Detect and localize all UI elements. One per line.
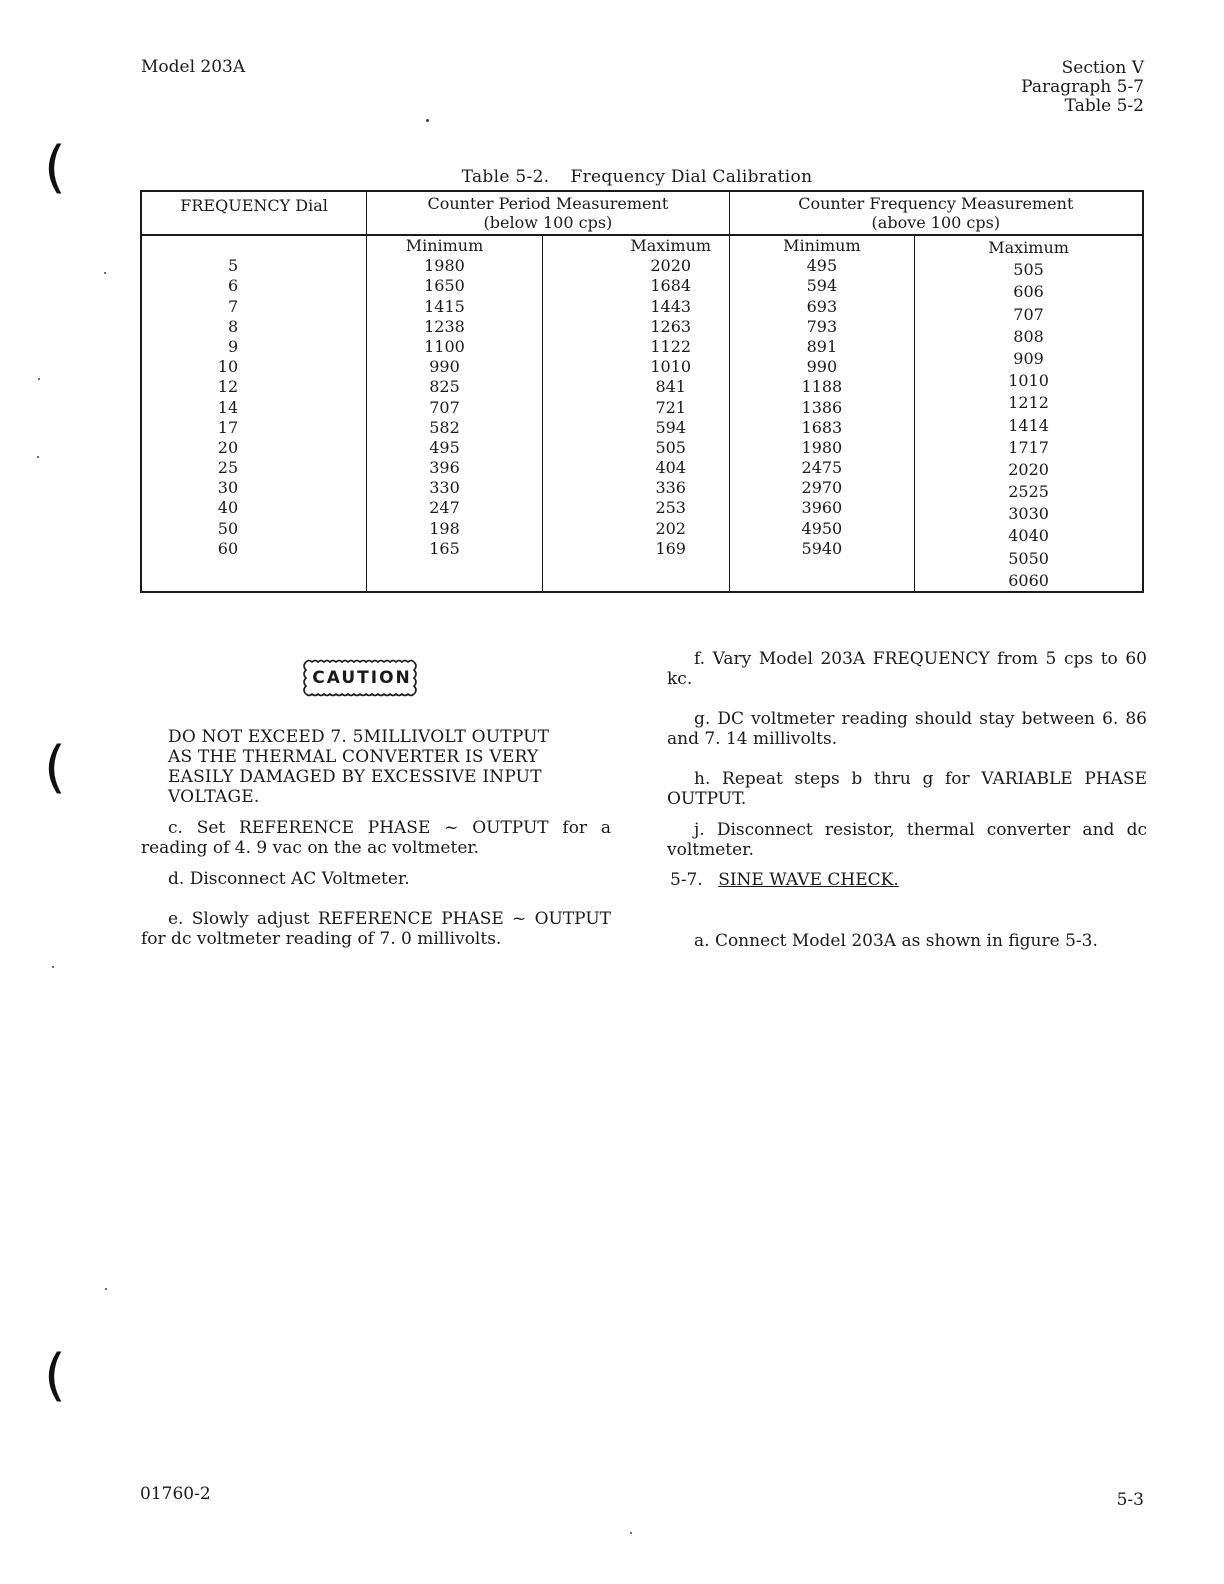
cell-period-min: 582 bbox=[429, 417, 460, 437]
cell-dial: 10 bbox=[217, 357, 239, 377]
cell-period-max: 1263 bbox=[650, 316, 692, 336]
warning-line-2: AS THE THERMAL CONVERTER IS VERY bbox=[168, 747, 539, 767]
cell-period-min: 707 bbox=[429, 397, 460, 417]
cell-period-min: 1415 bbox=[424, 296, 465, 316]
cell-period-min: 495 bbox=[429, 437, 460, 457]
cell-dial: 5 bbox=[227, 256, 239, 276]
cell-period-max: 1684 bbox=[650, 276, 692, 296]
cell-period-max: 169 bbox=[655, 538, 686, 558]
cell-freq-max: 909 bbox=[1013, 348, 1044, 368]
caution-warning-text bbox=[168, 727, 598, 807]
cell-freq-min: 1386 bbox=[801, 397, 843, 417]
cell-freq-max: 4040 bbox=[1008, 526, 1049, 546]
cell-period-max: 253 bbox=[655, 498, 686, 518]
speck bbox=[37, 456, 39, 458]
header-counter-frequency-line2: (above 100 cps) bbox=[871, 213, 1001, 232]
cell-dial: 25 bbox=[217, 458, 239, 478]
cell-period-min: 396 bbox=[429, 458, 460, 478]
step-j: j. Disconnect resistor, thermal converter and dc voltmeter. bbox=[667, 820, 1147, 860]
binder-mark-bottom: ( bbox=[44, 1343, 66, 1408]
cell-period-min: 1980 bbox=[424, 256, 465, 276]
cell-period-max: 404 bbox=[655, 458, 686, 478]
cell-period-max: 336 bbox=[655, 478, 686, 498]
cell-freq-max: 2525 bbox=[1008, 482, 1049, 502]
cell-dial: 20 bbox=[217, 437, 239, 457]
cell-period-max: 594 bbox=[655, 417, 686, 437]
section-reference bbox=[1021, 59, 1144, 116]
speck bbox=[104, 272, 106, 274]
cell-period-min: 1650 bbox=[424, 276, 465, 296]
cell-dial: 9 bbox=[227, 336, 239, 356]
cell-period-min: 165 bbox=[429, 538, 460, 558]
header-counter-frequency-line1: Counter Frequency Measurement bbox=[798, 194, 1074, 213]
cell-period-max: 1122 bbox=[650, 336, 692, 356]
cell-dial: 40 bbox=[217, 498, 239, 518]
step-d: d. Disconnect AC Voltmeter. bbox=[168, 869, 410, 889]
cell-freq-max: 1717 bbox=[1008, 437, 1049, 457]
column-dial bbox=[141, 235, 367, 592]
cell-period-max: 1010 bbox=[650, 357, 692, 377]
cell-dial: 8 bbox=[227, 316, 239, 336]
step-e: e. Slowly adjust REFERENCE PHASE ~ OUTPUT for dc voltmeter reading of 7. 0 millivolts. bbox=[141, 909, 611, 949]
cell-dial: 17 bbox=[217, 417, 239, 437]
page-number: 5-3 bbox=[1116, 1490, 1144, 1510]
cell-freq-min: 5940 bbox=[801, 538, 843, 558]
cell-freq-min: 4950 bbox=[801, 518, 843, 538]
cell-freq-max: 1414 bbox=[1008, 415, 1049, 435]
section-heading-5-7 bbox=[670, 870, 899, 890]
binder-mark-top: ( bbox=[44, 135, 66, 200]
step-a: a. Connect Model 203A as shown in figure 5-3. bbox=[694, 931, 1098, 951]
cell-freq-min: 2475 bbox=[801, 458, 843, 478]
column-freq-max bbox=[915, 235, 1143, 592]
caution-label: CAUTION bbox=[312, 668, 412, 688]
cell-dial: 50 bbox=[217, 518, 239, 538]
header-counter-period-line1: Counter Period Measurement bbox=[427, 194, 669, 213]
header-counter-period-line2: (below 100 cps) bbox=[483, 213, 613, 232]
cell-dial: 6 bbox=[227, 276, 239, 296]
cell-freq-max: 3030 bbox=[1008, 504, 1049, 524]
cell-freq-min: 1683 bbox=[801, 417, 843, 437]
subheader-freq-min: Minimum bbox=[783, 236, 861, 255]
document-number: 01760-2 bbox=[140, 1484, 211, 1504]
cell-freq-max: 808 bbox=[1013, 326, 1044, 346]
cell-period-max: 202 bbox=[655, 518, 686, 538]
warning-line-4: VOLTAGE. bbox=[168, 787, 260, 807]
cell-period-min: 198 bbox=[429, 518, 460, 538]
subheader-period-max: Maximum bbox=[630, 236, 712, 255]
cell-freq-min: 495 bbox=[806, 256, 838, 276]
cell-dial: 14 bbox=[217, 397, 239, 417]
subheader-period-min: Minimum bbox=[405, 236, 484, 255]
table-title-text: Frequency Dial Calibration bbox=[570, 167, 813, 187]
cell-freq-min: 1980 bbox=[801, 437, 843, 457]
speck bbox=[105, 1288, 107, 1290]
caution-banner bbox=[302, 658, 422, 698]
speck bbox=[630, 1532, 632, 1534]
table-ref-label: Table 5-2 bbox=[1064, 96, 1144, 116]
cell-dial: 7 bbox=[227, 296, 239, 316]
cell-period-min: 825 bbox=[429, 377, 460, 397]
cell-period-min: 990 bbox=[429, 357, 460, 377]
cell-freq-max: 505 bbox=[1013, 260, 1044, 280]
cell-freq-max: 606 bbox=[1013, 282, 1044, 302]
subheader-freq-max: Maximum bbox=[988, 238, 1069, 257]
cell-dial: 12 bbox=[217, 377, 239, 397]
header-frequency-dial: FREQUENCY Dial bbox=[141, 191, 367, 235]
cell-freq-min: 1188 bbox=[801, 377, 843, 397]
cell-freq-min: 990 bbox=[806, 357, 838, 377]
cell-freq-min: 2970 bbox=[801, 478, 843, 498]
cell-period-max: 505 bbox=[655, 437, 686, 457]
cell-freq-min: 3960 bbox=[801, 498, 843, 518]
cell-period-min: 330 bbox=[429, 478, 460, 498]
cell-freq-min: 693 bbox=[806, 296, 838, 316]
column-period-min bbox=[367, 235, 543, 592]
cell-freq-min: 594 bbox=[806, 276, 838, 296]
header-counter-frequency bbox=[729, 191, 1143, 235]
step-h: h. Repeat steps b thru g for VARIABLE PHASE OUTPUT. bbox=[667, 769, 1147, 809]
section-title: SINE WAVE CHECK. bbox=[718, 870, 899, 890]
cell-dial: 30 bbox=[217, 478, 239, 498]
speck bbox=[426, 119, 429, 122]
cell-freq-max: 1212 bbox=[1008, 393, 1049, 413]
step-c: c. Set REFERENCE PHASE ~ OUTPUT for a reading of 4. 9 vac on the ac voltmeter. bbox=[141, 818, 611, 858]
cell-period-max: 1443 bbox=[650, 296, 692, 316]
column-period-max bbox=[542, 235, 729, 592]
cell-freq-max: 707 bbox=[1013, 304, 1044, 324]
warning-line-3: EASILY DAMAGED BY EXCESSIVE INPUT bbox=[168, 767, 542, 787]
cell-period-min: 1100 bbox=[424, 336, 465, 356]
cell-freq-max: 6060 bbox=[1008, 570, 1049, 590]
cell-period-max: 841 bbox=[655, 377, 686, 397]
header-counter-period bbox=[367, 191, 729, 235]
table-title bbox=[0, 167, 1224, 187]
warning-line-1: DO NOT EXCEED 7. 5MILLIVOLT OUTPUT bbox=[168, 727, 550, 747]
table-number: Table 5-2. bbox=[461, 167, 550, 187]
cell-period-min: 247 bbox=[429, 498, 460, 518]
section-label: Section V bbox=[1061, 58, 1144, 78]
column-freq-min bbox=[729, 235, 915, 592]
step-g: g. DC voltmeter reading should stay between 6. 86 and 7. 14 millivolts. bbox=[667, 709, 1147, 749]
frequency-dial-calibration-table bbox=[140, 190, 1144, 593]
paragraph-label: Paragraph 5-7 bbox=[1021, 77, 1144, 97]
cell-period-max: 721 bbox=[655, 397, 686, 417]
speck bbox=[38, 378, 40, 380]
model-label: Model 203A bbox=[141, 57, 246, 77]
section-number: 5-7. bbox=[670, 870, 703, 890]
step-f: f. Vary Model 203A FREQUENCY from 5 cps to 60 kc. bbox=[667, 649, 1147, 689]
cell-freq-min: 793 bbox=[806, 316, 838, 336]
speck bbox=[52, 966, 54, 968]
cell-dial: 60 bbox=[217, 538, 239, 558]
cell-freq-min: 891 bbox=[806, 336, 838, 356]
cell-freq-max: 1010 bbox=[1008, 371, 1049, 391]
cell-freq-max: 2020 bbox=[1008, 459, 1049, 479]
binder-mark-middle: ( bbox=[44, 735, 66, 800]
cell-period-max: 2020 bbox=[650, 256, 692, 276]
cell-period-min: 1238 bbox=[424, 316, 465, 336]
cell-freq-max: 5050 bbox=[1008, 548, 1049, 568]
